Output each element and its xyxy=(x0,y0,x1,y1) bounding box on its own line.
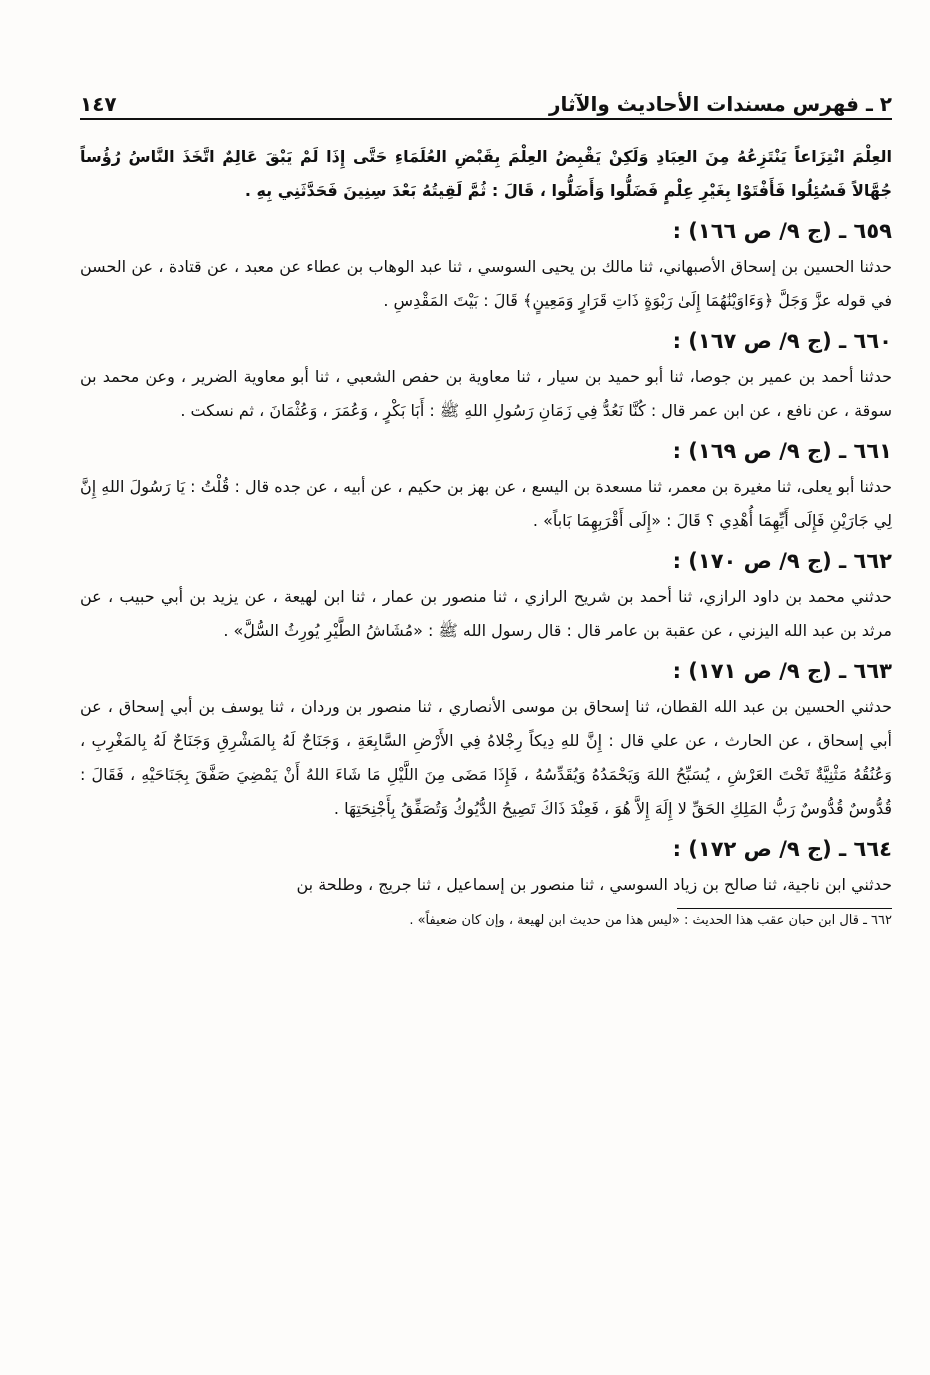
entry-659 xyxy=(80,212,892,318)
entry-heading: ٦٥٩ ـ (ج ٩/ ص ١٦٦) : xyxy=(672,219,892,243)
page-body xyxy=(80,140,892,933)
entry-663 xyxy=(80,652,892,826)
entry-text: حدثني محمد بن داود الرازي، ثنا أحمد بن شريح الرازي ، ثنا منصور بن عمار ، ثنا ابن لهيعة ، عن يزيد بن أبي حبيب ، عن مرثد بن عبد الله اليزني ، عن عقبة بن عامر قال : قال رسول الله ﷺ : «مُشَاشُ الطَّيْرِ يُورِثُ السُّلَّ» . xyxy=(80,587,892,640)
entry-heading: ٦٦٣ ـ (ج ٩/ ص ١٧١) : xyxy=(672,659,892,683)
page-number: ١٤٧ xyxy=(80,92,117,116)
entry-text: حدثني ابن ناجية، ثنا صالح بن زياد السوسي ، ثنا منصور بن إسماعيل ، ثنا جريج ، وطلحة بن xyxy=(296,875,892,894)
entry-heading: ٦٦١ ـ (ج ٩/ ص ١٦٩) : xyxy=(672,439,892,463)
running-title: ٢ ـ فهرس مسندات الأحاديث والآثار xyxy=(549,92,892,116)
page-header xyxy=(80,86,892,120)
entry-text: حدثنا الحسين بن إسحاق الأصبهاني، ثنا مالك بن يحيى السوسي ، ثنا عبد الوهاب بن عطاء عن معبد ، عن قتادة ، عن الحسن في قوله عزَّ وَجَلَّ ﴿وَءَاوَيْنَٰهُمَا إِلَىٰ رَبْوَةٍ ذَاتِ قَرَارٍ وَمَعِينٍ﴾ قَالَ : بَيْتَ المَقْدِسِ . xyxy=(80,257,892,310)
entry-heading: ٦٦٠ ـ (ج ٩/ ص ١٦٧) : xyxy=(672,329,892,353)
entry-heading: ٦٦٤ ـ (ج ٩/ ص ١٧٢) : xyxy=(672,837,892,861)
entry-662 xyxy=(80,542,892,648)
document-page xyxy=(80,86,892,933)
entry-heading: ٦٦٢ ـ (ج ٩/ ص ١٧٠) : xyxy=(672,549,892,573)
entry-664 xyxy=(80,830,892,902)
entry-text: حدثني الحسين بن عبد الله القطان، ثنا إسحاق بن موسى الأنصاري ، ثنا منصور بن وردان ، ثنا يوسف بن أبي إسحاق ، عن أبي إسحاق ، عن الحارث ، عن علي قال : إِنَّ للهِ دِيكاً رِجْلاهُ فِي الأَرْضِ السَّابِعَةِ ، وَجَنَاحٌ لَهُ بِالمَشْرِقِ وَجَنَاحٌ لَهُ بِالمَغْرِبِ ، وَعُنُقُهُ مَثْنِيَّةٌ تَحْتَ العَرْشِ ، يُسَبِّحُ اللهَ وَيَحْمَدُهُ وَيُقَدِّسُهُ ، فَإِذَا مَضَى مِنَ اللَّيْلِ مَا شَاءَ اللهُ أَنْ يَمْضِيَ صَفَّقَ بِجَنَاحَيْهِ ، فَقَالَ : قُدُّوسٌ قُدُّوسٌ رَبُّ المَلِكِ الحَقِّ لا إِلَهَ إِلاَّ هُوَ ، فَعِنْدَ ذَاكَ تَصِيحُ الدُّيُوكُ وَتُصَفِّقُ بِأَجْنِحَتِهَا . xyxy=(80,697,892,818)
entry-text: حدثنا أبو يعلى، ثنا مغيرة بن معمر، ثنا مسعدة بن اليسع ، عن بهز بن حكيم ، عن أبيه ، عن جده قال : قُلْتُ : يَا رَسُولَ اللهِ إِنَّ لِي جَارَيْنِ فَإِلَى أَيِّهِمَا أُهْدِي ؟ قَالَ : «إِلَى أَقْرَبِهِمَا بَاباً» . xyxy=(80,477,892,530)
intro-paragraph: العِلْمَ انْتِزَاعاً يَنْتَزِعُهُ مِنَ العِبَادِ وَلَكِنْ يَقْبِضُ العِلْمَ بِقَبْضِ العُلَمَاءِ حَتَّى إِذَا لَمْ يَبْقَ عَالِمٌ اتَّخَذَ النَّاسُ رُؤُساً جُهَّالاً فَسُئِلُوا فَأَفْتَوْا بِغَيْرِ عِلْمٍ فَضَلُّوا وَأَضَلُّوا ، قَالَ : ثُمَّ لَقِيتُهُ بَعْدَ سِنِينَ فَحَدَّثَنِي بِهِ . xyxy=(80,147,892,200)
entry-661 xyxy=(80,432,892,538)
footnote: ٦٦٢ ـ قال ابن حبان عقب هذا الحديث : «ليس هذا من حديث ابن لهيعة ، وإن كان ضعيفاً» . xyxy=(409,913,892,928)
entry-660 xyxy=(80,322,892,428)
entry-text: حدثنا أحمد بن عمير بن جوصا، ثنا أبو حميد بن سيار ، ثنا معاوية بن حفص الشعبي ، ثنا أبو معاوية الضرير ، وعن محمد بن سوقة ، عن نافع ، عن ابن عمر قال : كُنَّا نَعُدُّ فِي زَمَانِ رَسُولِ اللهِ ﷺ : أَبَا بَكْرٍ ، وَعُمَرَ ، وَعُثْمَانَ ، ثم نسكت . xyxy=(80,367,892,420)
